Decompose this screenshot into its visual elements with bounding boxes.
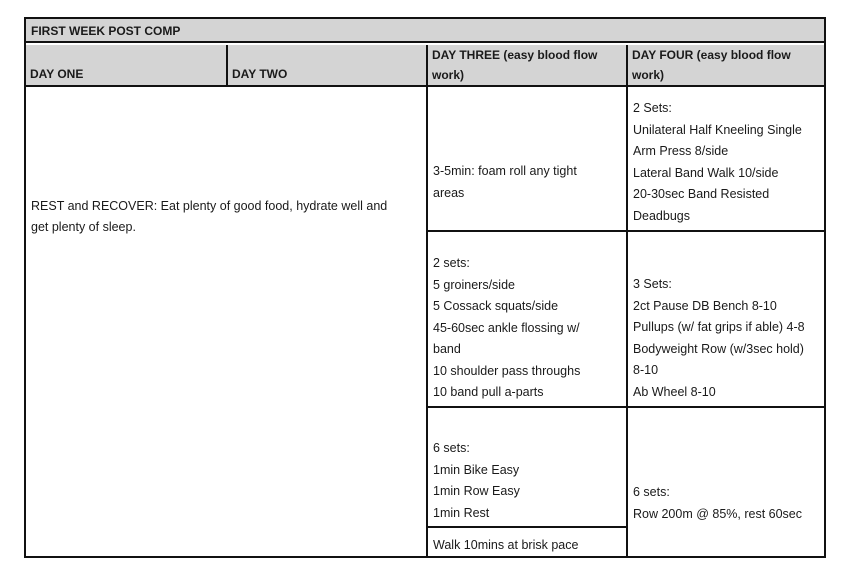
workout-table: [24, 17, 826, 558]
header-day-four-line2: work): [632, 68, 665, 82]
list-item: Row 200m @ 85%, rest 60sec: [633, 506, 803, 521]
day-four-block-3: [628, 482, 824, 526]
list-item: Walk 10mins at brisk pace: [433, 538, 579, 552]
list-item: 1min Bike Easy: [433, 462, 520, 477]
day-four-block-1: [628, 98, 824, 230]
list-item: Deadbugs: [633, 208, 690, 223]
list-item: Lateral Band Walk 10/side: [633, 165, 779, 180]
list-item: Ab Wheel 8-10: [633, 384, 716, 399]
header-day-three: [428, 45, 626, 85]
list-item: Pullups (w/ fat grips if able) 4-8: [633, 320, 805, 334]
header-day-three-line1: DAY THREE (easy blood flow: [432, 48, 598, 62]
list-item: 3-5min: foam roll any tight: [433, 164, 577, 178]
list-item: areas: [433, 185, 465, 200]
list-item: Arm Press 8/side: [633, 144, 729, 158]
list-item: Bodyweight Row (w/3sec hold): [633, 341, 804, 356]
list-item: band: [433, 342, 461, 356]
header-day-four: [628, 45, 824, 85]
list-item: 2 sets:: [433, 256, 470, 270]
list-item: 45-60sec ankle flossing w/: [433, 320, 580, 335]
day-three-block-1: [428, 87, 626, 230]
header-day-four-line1: DAY FOUR (easy blood flow: [632, 48, 791, 62]
header-day-two-label: DAY TWO: [232, 67, 288, 81]
header-day-one-label: DAY ONE: [30, 67, 84, 81]
list-item: 6 sets:: [433, 441, 470, 455]
table-title: FIRST WEEK POST COMP: [26, 19, 824, 43]
header-day-one: [26, 45, 226, 85]
list-item: 8-10: [633, 363, 659, 377]
header-day-three-line2: work): [432, 68, 465, 82]
list-item: 1min Rest: [433, 505, 490, 520]
divider: [428, 230, 824, 232]
list-item: 10 shoulder pass throughs: [433, 363, 581, 378]
day-four-block-2: [628, 274, 824, 406]
rest-text-line2: get plenty of sleep.: [31, 220, 136, 234]
day-three-block-4: [428, 535, 626, 556]
list-item: Unilateral Half Kneeling Single: [633, 122, 802, 137]
list-item: 6 sets:: [633, 485, 670, 499]
list-item: 3 Sets:: [633, 277, 672, 291]
divider: [428, 526, 626, 528]
list-item: 10 band pull a-parts: [433, 385, 544, 399]
list-item: 2ct Pause DB Bench 8-10: [633, 298, 777, 313]
divider: [428, 406, 824, 408]
divider: [226, 45, 228, 85]
list-item: 20-30sec Band Resisted: [633, 187, 770, 201]
day-three-block-2: [428, 253, 626, 406]
list-item: 5 groiners/side: [433, 277, 515, 292]
day-one-two-cell: [26, 87, 426, 347]
list-item: 5 Cossack squats/side: [433, 299, 559, 313]
list-item: 2 Sets:: [633, 101, 672, 115]
list-item: 1min Row Easy: [433, 484, 520, 498]
day-three-block-3: [428, 438, 626, 526]
header-day-two: [228, 45, 426, 85]
rest-text-line1: REST and RECOVER: Eat plenty of good food, hydrate well and: [31, 198, 388, 213]
